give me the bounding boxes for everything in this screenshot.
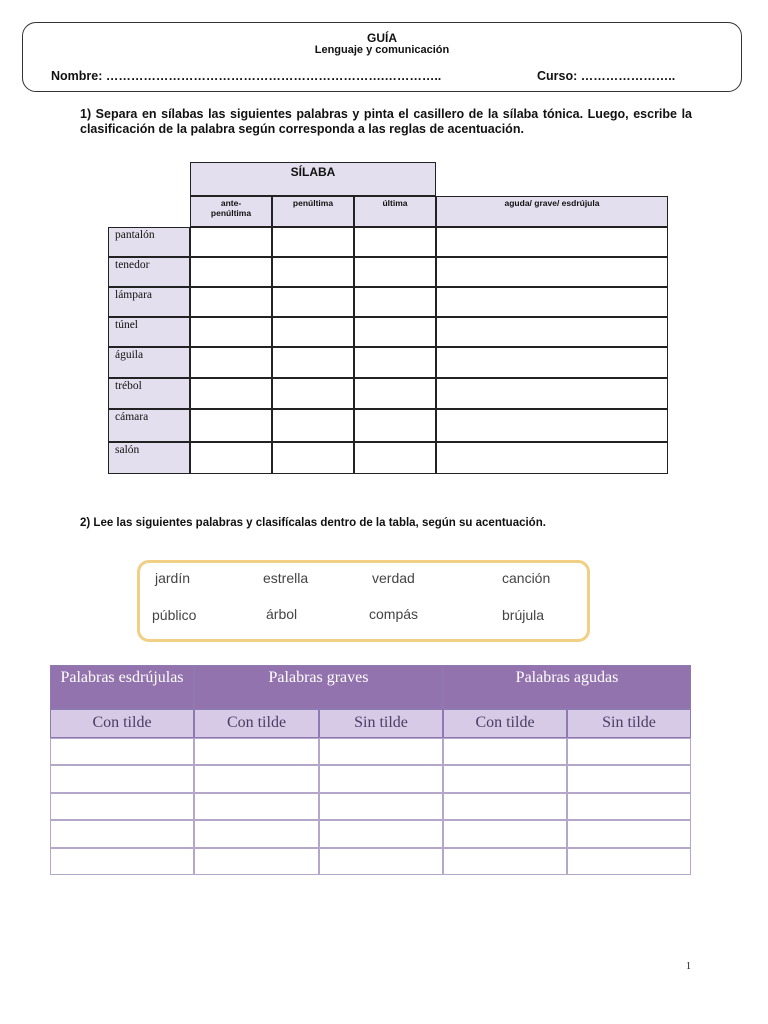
answer-cell[interactable] <box>436 378 668 409</box>
answer-cell[interactable] <box>354 317 436 347</box>
answer-cell[interactable] <box>354 409 436 442</box>
answer-cell[interactable] <box>319 793 443 820</box>
answer-cell[interactable] <box>354 378 436 409</box>
question-2-text: 2) Lee las siguientes palabras y clasifícalas dentro de la tabla, según su acentuación. <box>80 517 546 529</box>
answer-cell[interactable] <box>436 287 668 317</box>
answer-cell[interactable] <box>567 820 691 847</box>
answer-cell[interactable] <box>354 287 436 317</box>
col-antepenultima: ante- penúltima <box>190 196 272 227</box>
classification-table <box>50 665 691 875</box>
word-cell: trébol <box>108 378 190 409</box>
answer-cell[interactable] <box>436 409 668 442</box>
col-clasificacion: aguda/ grave/ esdrújula <box>436 196 668 227</box>
word-bank-item: verdad <box>372 570 415 586</box>
answer-cell[interactable] <box>272 442 354 474</box>
answer-cell[interactable] <box>272 347 354 378</box>
answer-cell[interactable] <box>272 227 354 257</box>
answer-cell[interactable] <box>436 257 668 287</box>
group-agudas: Palabras agudas <box>443 665 691 709</box>
answer-cell[interactable] <box>190 442 272 474</box>
answer-cell[interactable] <box>319 765 443 792</box>
group-graves: Palabras graves <box>194 665 443 709</box>
answer-cell[interactable] <box>354 442 436 474</box>
answer-cell[interactable] <box>319 848 443 875</box>
answer-cell[interactable] <box>272 378 354 409</box>
answer-cell[interactable] <box>272 287 354 317</box>
word-cell: lámpara <box>108 287 190 317</box>
word-cell: túnel <box>108 317 190 347</box>
word-bank-item: canción <box>502 570 551 586</box>
answer-cell[interactable] <box>567 738 691 765</box>
sub-graves-con-tilde: Con tilde <box>194 709 319 738</box>
word-bank-item: árbol <box>266 606 298 622</box>
word-cell: salón <box>108 442 190 474</box>
word-bank-item: estrella <box>263 570 309 586</box>
answer-cell[interactable] <box>354 347 436 378</box>
col-penultima: penúltima <box>272 196 354 227</box>
silaba-header: SÍLABA <box>190 162 436 196</box>
answer-cell[interactable] <box>319 820 443 847</box>
answer-cell[interactable] <box>567 848 691 875</box>
answer-cell[interactable] <box>50 820 194 847</box>
answer-cell[interactable] <box>194 765 319 792</box>
word-cell: cámara <box>108 409 190 442</box>
answer-cell[interactable] <box>50 848 194 875</box>
answer-cell[interactable] <box>194 793 319 820</box>
group-esdrujulas: Palabras esdrújulas <box>50 665 194 709</box>
answer-cell[interactable] <box>190 409 272 442</box>
question-1-text: 1) Separa en sílabas las siguientes palabras y pinta el casillero de la sílaba tónica. Luego, escribe la clasificación de la palabra según corresponda a las reglas de acentuación. <box>80 107 692 136</box>
course-field[interactable]: Curso: ………………….. <box>537 69 676 83</box>
header-box <box>22 22 742 92</box>
answer-cell[interactable] <box>443 820 567 847</box>
name-field[interactable]: Nombre: ………………………………………………………….………….. <box>51 69 442 83</box>
answer-cell[interactable] <box>50 738 194 765</box>
worksheet-title: GUÍA <box>367 31 397 45</box>
answer-cell[interactable] <box>354 257 436 287</box>
answer-cell[interactable] <box>354 227 436 257</box>
answer-cell[interactable] <box>272 409 354 442</box>
answer-cell[interactable] <box>190 378 272 409</box>
worksheet-subtitle: Lenguaje y comunicación <box>314 44 450 56</box>
word-cell: tenedor <box>108 257 190 287</box>
answer-cell[interactable] <box>272 317 354 347</box>
answer-cell[interactable] <box>436 442 668 474</box>
answer-cell[interactable] <box>272 257 354 287</box>
word-bank-item: compás <box>369 606 419 622</box>
answer-cell[interactable] <box>190 287 272 317</box>
answer-cell[interactable] <box>436 347 668 378</box>
col-ultima: última <box>354 196 436 227</box>
sub-esdrujulas-con-tilde: Con tilde <box>50 709 194 738</box>
word-cell: águila <box>108 347 190 378</box>
answer-cell[interactable] <box>443 793 567 820</box>
word-bank-item: jardín <box>155 570 191 586</box>
answer-cell[interactable] <box>190 227 272 257</box>
answer-cell[interactable] <box>50 765 194 792</box>
answer-cell[interactable] <box>319 738 443 765</box>
answer-cell[interactable] <box>567 765 691 792</box>
answer-cell[interactable] <box>194 738 319 765</box>
answer-cell[interactable] <box>190 257 272 287</box>
syllable-table <box>108 162 668 474</box>
answer-cell[interactable] <box>436 317 668 347</box>
answer-cell[interactable] <box>443 848 567 875</box>
answer-cell[interactable] <box>443 765 567 792</box>
answer-cell[interactable] <box>443 738 567 765</box>
page-number: 1 <box>686 961 691 972</box>
answer-cell[interactable] <box>50 793 194 820</box>
sub-agudas-con-tilde: Con tilde <box>443 709 567 738</box>
answer-cell[interactable] <box>190 317 272 347</box>
answer-cell[interactable] <box>190 347 272 378</box>
answer-cell[interactable] <box>194 848 319 875</box>
answer-cell[interactable] <box>436 227 668 257</box>
word-bank-item: público <box>152 607 197 623</box>
word-cell: pantalón <box>108 227 190 257</box>
sub-agudas-sin-tilde: Sin tilde <box>567 709 691 738</box>
word-bank <box>137 560 590 642</box>
answer-cell[interactable] <box>567 793 691 820</box>
word-bank-item: brújula <box>502 607 545 623</box>
sub-graves-sin-tilde: Sin tilde <box>319 709 443 738</box>
answer-cell[interactable] <box>194 820 319 847</box>
